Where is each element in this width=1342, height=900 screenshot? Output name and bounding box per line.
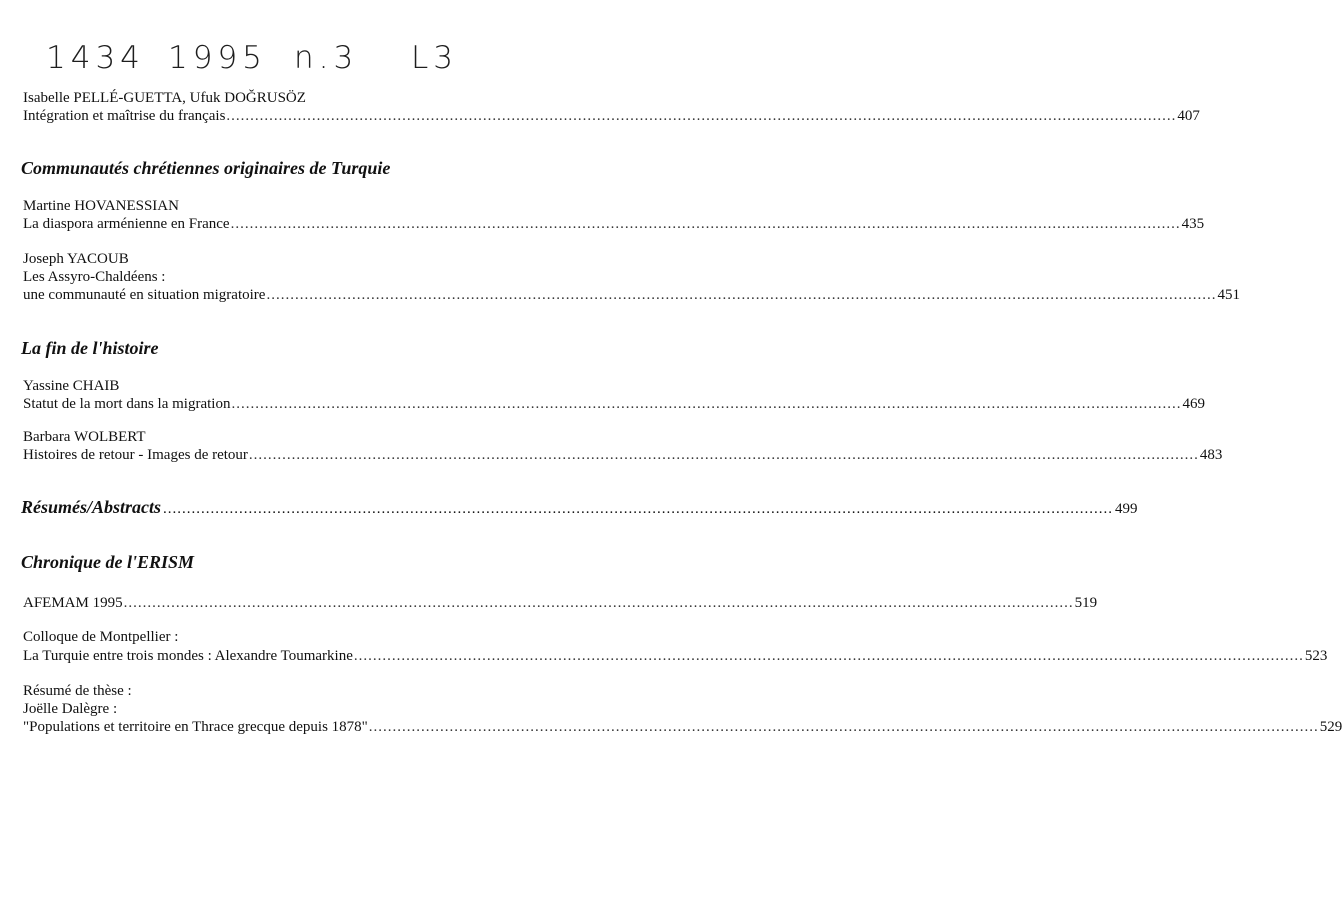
toc-entry <box>23 718 1342 736</box>
dot-leader: ........................................................................................................................................................................................................ <box>231 396 1182 412</box>
handwritten-note-part: 1995 <box>168 40 267 76</box>
toc-entry <box>23 594 1098 612</box>
dot-leader: ........................................................................................................................................................................................................ <box>248 447 1199 463</box>
entry-subtitle: Les Assyro-Chaldéens : <box>23 269 166 285</box>
entry-title: "Populations et territoire en Thrace grecque depuis 1878" <box>23 719 368 735</box>
entry-authors: Martine HOVANESSIAN <box>23 198 179 214</box>
entry-page: 483 <box>1199 447 1223 463</box>
toc-entry <box>23 107 1200 125</box>
entry-page: 519 <box>1074 595 1098 611</box>
section-heading-entry <box>21 497 1138 518</box>
entry-subtitle: Colloque de Montpellier : <box>23 629 179 645</box>
section-heading: Résumés/Abstracts <box>21 497 162 517</box>
entry-page: 407 <box>1177 108 1200 124</box>
entry-authors: Joseph YACOUB <box>23 251 129 267</box>
entry-title: AFEMAM 1995 <box>23 595 123 611</box>
entry-page: 523 <box>1304 648 1328 664</box>
entry-title: Intégration et maîtrise du français <box>23 108 226 124</box>
toc-entry <box>23 286 1240 304</box>
entry-title: La Turquie entre trois mondes : Alexandre Toumarkine <box>23 648 353 664</box>
entry-authors: Joëlle Dalègre : <box>23 701 118 717</box>
section-heading: Communautés chrétiennes originaires de Turquie <box>21 158 391 178</box>
dot-leader: ........................................................................................................................................................................................................ <box>353 648 1304 664</box>
dot-leader: ........................................................................................................................................................................................................ <box>163 501 1114 517</box>
entry-subtitle: Résumé de thèse : <box>23 683 132 699</box>
entry-page: 451 <box>1217 287 1240 303</box>
entry-authors: Isabelle PELLÉ-GUETTA, Ufuk DOĞRUSÖZ <box>23 90 306 106</box>
entry-authors: Barbara WOLBERT <box>23 429 146 445</box>
handwritten-note-part: 1434 <box>46 40 145 76</box>
section-heading: Chronique de l'ERISM <box>21 552 195 572</box>
entry-page: 469 <box>1182 396 1205 412</box>
entry-title: La diaspora arménienne en France <box>23 216 230 232</box>
handwritten-note <box>46 40 546 84</box>
toc-entry <box>23 215 1205 233</box>
entry-page: 499 <box>1115 501 1138 517</box>
dot-leader: ........................................................................................................................................................................................................ <box>226 108 1177 124</box>
entry-title: Statut de la mort dans la migration <box>23 396 231 412</box>
dot-leader: ........................................................................................................................................................................................................ <box>230 216 1181 232</box>
section-heading: La fin de l'histoire <box>21 338 159 358</box>
toc-entry <box>23 647 1328 665</box>
handwritten-note-part: L3 <box>411 40 458 76</box>
toc-entry <box>23 446 1223 464</box>
entry-title: une communauté en situation migratoire <box>23 287 266 303</box>
entry-page: 529 <box>1319 719 1342 735</box>
dot-leader: ........................................................................................................................................................................................................ <box>123 595 1074 611</box>
dot-leader: ........................................................................................................................................................................................................ <box>266 287 1217 303</box>
entry-title: Histoires de retour - Images de retour <box>23 447 248 463</box>
entry-authors: Yassine CHAIB <box>23 378 120 394</box>
toc-entry <box>23 395 1205 413</box>
handwritten-note-part: n.3 <box>294 40 359 76</box>
entry-page: 435 <box>1181 216 1205 232</box>
dot-leader: ........................................................................................................................................................................................................ <box>368 719 1319 735</box>
